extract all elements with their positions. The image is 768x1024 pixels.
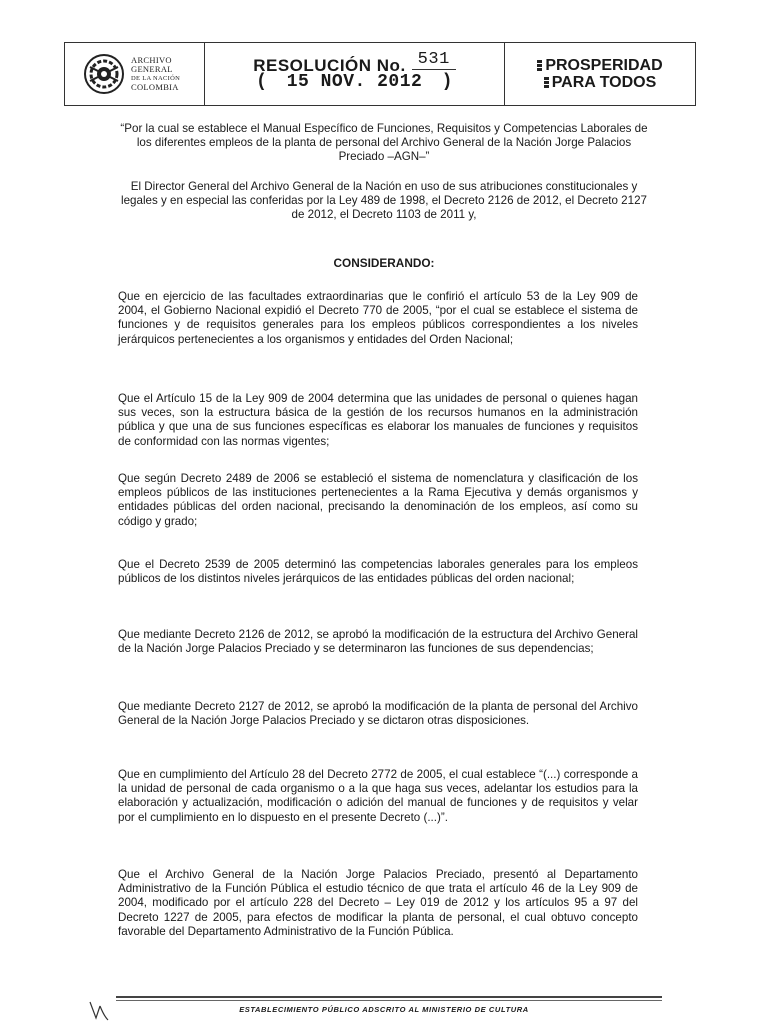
considering-paragraph: Que mediante Decreto 2126 de 2012, se aprobó la modificación de la estructura del Archivo General de la Nación Jorge Palacios Preciado y se determinaron las funciones de sus dependencias; bbox=[118, 628, 638, 656]
slogan-text-1: PROSPERIDAD bbox=[545, 57, 663, 74]
resolution-number: 531 bbox=[412, 50, 456, 70]
initials-mark-icon bbox=[88, 998, 110, 1022]
agn-emblem-icon bbox=[83, 53, 125, 95]
footer-text: ESTABLECIMIENTO PÚBLICO ADSCRITO AL MINISTERIO DE CULTURA bbox=[239, 1005, 529, 1014]
logo-line: ARCHIVO bbox=[131, 55, 172, 65]
considering-paragraph: Que el Artículo 15 de la Ley 909 de 2004 determina que las unidades de personal o quienes hagan sus veces, son la estructura básica de la gestión de los recursos humanos en la administración pública y que una de sus funciones específicas es elaborar los manuales de funciones y requisitos de conformidad con las normas vigentes; bbox=[118, 392, 638, 448]
considering-paragraph: Que mediante Decreto 2127 de 2012, se aprobó la modificación de la planta de personal del Archivo General de la Nación Jorge Palacios Preciado y se dictaron otras disposiciones. bbox=[118, 700, 638, 728]
footer-rule bbox=[116, 1000, 662, 1001]
resolution-date: 15 NOV. 2012 bbox=[286, 72, 423, 92]
date-open-paren: ( bbox=[256, 72, 268, 92]
considering-paragraph: Que según Decreto 2489 de 2006 se estableció el sistema de nomenclatura y clasificación de los empleos públicos de las instituciones pertenecientes a la Rama Ejecutiva y demás organismos y entidades públicas del orden nacional, precisando la denominación de los empleos, así como su código y grado; bbox=[118, 472, 638, 528]
considerando-heading: CONSIDERANDO: bbox=[333, 256, 435, 270]
resolution-subject: “Por la cual se establece el Manual Específico de Funciones, Requisitos y Competencias Laborales de los diferentes empleos de la planta de personal del Archivo General de la Nación Jorge Palacios Preciado –AGN–” bbox=[120, 122, 648, 163]
slogan-text-2: PARA TODOS bbox=[551, 74, 657, 91]
considering-paragraph: Que en ejercicio de las facultades extraordinarias que le confirió el artículo 53 de la Ley 909 de 2004, el Gobierno Nacional expidió el Decreto 770 de 2005, “por el cual se establece el sistema de funciones y de requisitos generales para los empleos públicos correspondientes a los niveles jerárquicos pertenecientes a los organismos y entidades del Orden Nacional; bbox=[118, 290, 638, 346]
agn-logo-block bbox=[65, 43, 205, 105]
logo-line: COLOMBIA bbox=[131, 82, 179, 92]
logo-line: DE LA NACIÓN bbox=[131, 75, 181, 82]
slogan-line-1 bbox=[537, 57, 662, 74]
slogan-line-2 bbox=[544, 74, 657, 91]
slogan-block bbox=[505, 43, 695, 105]
footer-rule bbox=[116, 996, 662, 998]
slogan-bars-icon bbox=[537, 60, 542, 71]
slogan-bars-icon bbox=[544, 77, 549, 88]
logo-line: GENERAL bbox=[131, 64, 173, 74]
considering-paragraph: Que en cumplimiento del Artículo 28 del Decreto 2772 de 2005, el cual establece “(...) corresponde a la unidad de personal de cada organismo o a la que haga sus veces, adelantar los estudios para la elaboración y actualización, modificación o adición del manual de funciones y de requisitos y velar por el cumplimiento en lo dispuesto en el presente Decreto (...)”. bbox=[118, 768, 638, 824]
date-close-paren: ) bbox=[441, 72, 453, 92]
letterhead bbox=[64, 42, 696, 106]
resolution-authority: El Director General del Archivo General de la Nación en uso de sus atribuciones constitucionales y legales y en especial las conferidas por la Ley 489 de 1998, el Decreto 2126 de 2012, el Decreto 2127 de 2012, el Decreto 1103 de 2011 y, bbox=[121, 180, 647, 221]
considering-paragraph: Que el Decreto 2539 de 2005 determinó las competencias laborales generales para los empleos públicos de los distintos niveles jerárquicos de las entidades públicas del orden nacional; bbox=[118, 558, 638, 586]
resolution-block bbox=[205, 43, 505, 105]
resolution-label: RESOLUCIÓN No. bbox=[253, 56, 406, 75]
considering-paragraph: Que el Archivo General de la Nación Jorge Palacios Preciado, presentó al Departamento Administrativo de la Función Pública el estudio técnico de que trata el artículo 46 de la Ley 909 de 2004, modificado por el artículo 228 del Decreto – Ley 019 de 2012 y los artículos 95 a 97 del Decreto 1227 de 2005, para efectos de modificar la planta de personal, el cual obtuvo concepto favorable del Departamento Administrativo de la Función Pública. bbox=[118, 868, 638, 938]
agn-logo-text bbox=[131, 56, 180, 92]
resolution-date-line bbox=[256, 72, 453, 92]
